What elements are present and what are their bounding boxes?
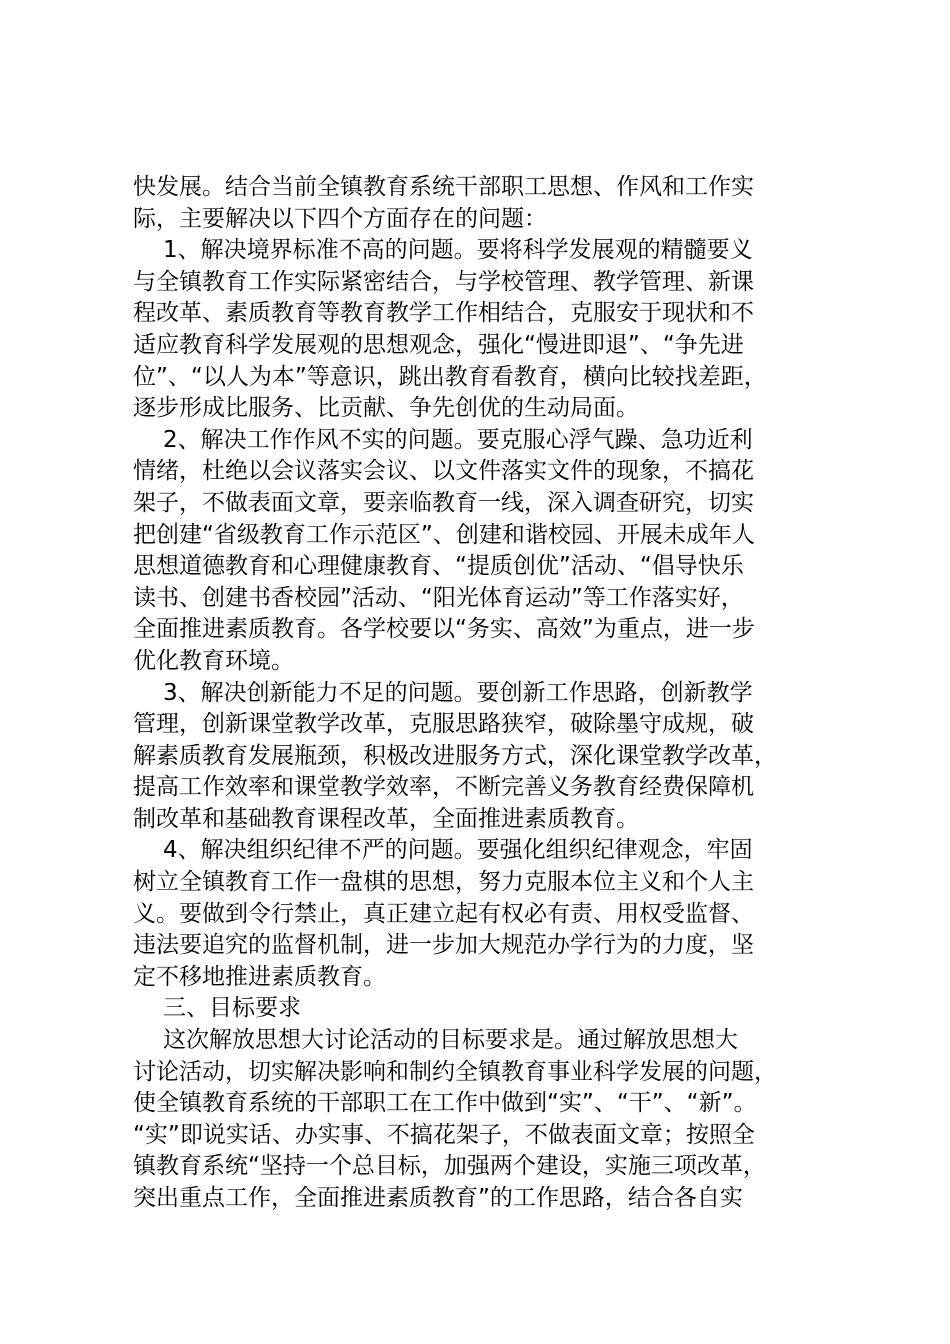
text-line: 优化教育环境。	[133, 647, 294, 674]
paragraph-start-line: 4、解决组织纪律不严的问题。要强化组织纪律观念，牢固	[163, 837, 753, 864]
text-line: 提高工作效率和课堂教学效率，不断完善义务教育经费保障机	[133, 774, 754, 801]
paragraph-start-line: 这次解放思想大讨论活动的目标要求是。通过解放思想大	[163, 1027, 738, 1054]
text-line: 思想道德教育和心理健康教育、“提质创优”活动、“倡导快乐	[133, 553, 744, 580]
text-line: 架子，不做表面文章，要亲临教育一线，深入调查研究，切实	[133, 489, 754, 516]
text-line: 程改革、素质教育等教育教学工作相结合，克服安于现状和不	[133, 300, 754, 327]
text-line: 制改革和基础教育课程改革，全面推进素质教育。	[133, 805, 639, 832]
text-line: 适应教育科学发展观的思想观念，强化“慢进即退”、“争先进	[133, 331, 744, 358]
paragraph-start-line: 1、解决境界标准不高的问题。要将科学发展观的精髓要义	[163, 237, 753, 264]
text-line: 际，主要解决以下四个方面存在的问题：	[133, 205, 547, 232]
text-line: 讨论活动，切实解决影响和制约全镇教育事业科学发展的问题，	[133, 1058, 777, 1085]
document-body	[133, 172, 853, 1215]
text-line: 镇教育系统“坚持一个总目标，加强两个建设，实施三项改革，	[133, 1153, 766, 1180]
text-line: 管理，创新课堂教学改革，克服思路狭窄，破除墨守成规，破	[133, 711, 754, 738]
text-line: 读书、创建书香校园”活动、“阳光体育运动”等工作落实好，	[133, 584, 744, 611]
paragraph-start-line: 3、解决创新能力不足的问题。要创新工作思路，创新教学	[163, 679, 753, 706]
text-line: 解素质教育发展瓶颈，积极改进服务方式，深化课堂教学改革，	[133, 742, 777, 769]
paragraph-start-line: 2、解决工作作风不实的问题。要克服心浮气躁、急功近利	[163, 426, 753, 453]
text-line: 情绪，杜绝以会议落实会议、以文件落实文件的现象，不搞花	[133, 458, 754, 485]
text-line: 突出重点工作，全面推进素质教育”的工作思路，结合各自实	[133, 1185, 743, 1211]
text-line: 把创建“省级教育工作示范区”、创建和谐校园、开展未成年人	[133, 521, 755, 548]
text-line: 位”、“以人为本”等意识，跳出教育看教育，横向比较找差距，	[133, 363, 767, 390]
text-line: 使全镇教育系统的干部职工在工作中做到“实”、“干”、“新”。	[133, 1090, 757, 1117]
text-line: 与全镇教育工作实际紧密结合，与学校管理、教学管理、新课	[133, 268, 754, 295]
text-line: 义。要做到令行禁止，真正建立起有权必有责、用权受监督、	[133, 900, 754, 927]
paragraph-start-line: 三、目标要求	[163, 995, 301, 1022]
text-line: 定不移地推进素质教育。	[133, 963, 386, 990]
text-line: 全面推进素质教育。各学校要以“务实、高效”为重点，进一步	[133, 616, 755, 643]
text-line: 树立全镇教育工作一盘棋的思想，努力克服本位主义和个人主	[133, 869, 754, 896]
text-line: 逐步形成比服务、比贡献、争先创优的生动局面。	[133, 395, 639, 422]
text-line: 快发展。结合当前全镇教育系统干部职工思想、作风和工作实	[133, 174, 754, 200]
text-line: 违法要追究的监督机制，进一步加大规范办学行为的力度，坚	[133, 932, 754, 959]
text-line: “实”即说实话、办实事、不搞花架子，不做表面文章；按照全	[133, 1121, 755, 1148]
